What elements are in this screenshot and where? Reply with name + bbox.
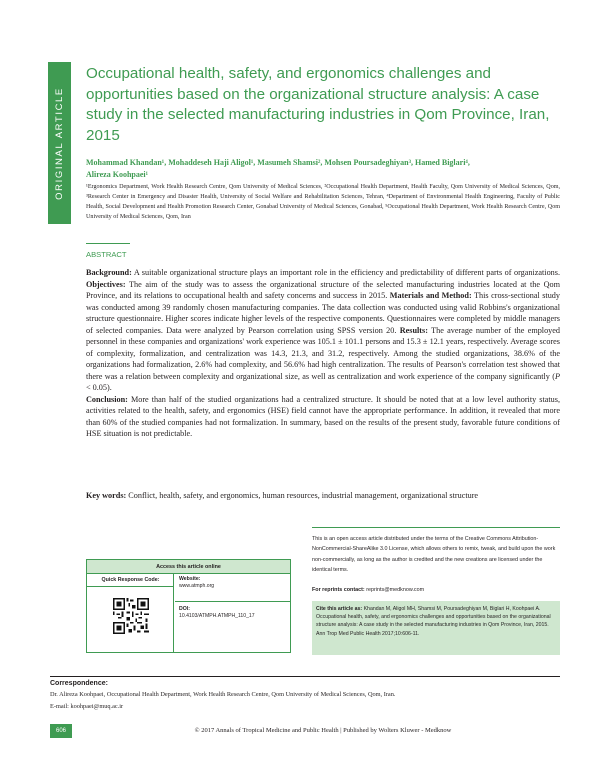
keywords (86, 490, 560, 502)
reprints-contact (312, 587, 560, 593)
reprints-label: For reprints contact: (312, 587, 365, 593)
correspondence-divider (50, 676, 560, 677)
access-box-grid (87, 574, 290, 652)
results-text-end: < 0.05). (86, 383, 112, 392)
conclusion-text: More than half of the studied organizations had a centralized structure. It should be noted that at a low level authority status, activities related to the health, safety, and ergonomics (HSE) field cannot have the appropriate performance. In addition, it revealed that more than 60% of the studied companies had not formalization. In summary, based on the results of the present study, favorable future conditions of HSE situation is not predictable. (86, 394, 560, 438)
author-list (86, 157, 560, 181)
journal-footer: © 2017 Annals of Tropical Medicine and Public Health | Published by Wolters Kluwer - Medknow (194, 727, 452, 734)
qr-code-label: Quick Response Code: (87, 574, 174, 587)
page-number: 606 (50, 724, 72, 738)
author-line: Alireza Koohpaei¹ (86, 170, 149, 179)
correspondence-email[interactable]: E-mail: koohpaei@muq.ac.ir (50, 703, 124, 710)
abstract-text (86, 267, 560, 440)
author-line: Mohammad Khandan¹, Mohaddeseh Haji Aligol¹, Masumeh Shamsi², Mohsen Poursadeghiyan³, Hamed Biglari⁴, (86, 158, 470, 167)
methods-text: This cross-sectional study was conducted among 39 randomly chosen manufacturing companies. The data collection was conducted using valid Robbins's organizational structure questionnaire. Higher scores indicate higher levels of the respective components. Questionnaires were completed by middle managers of selected companies. Data were analyzed by Pearson correlation using SPSS version 20. (86, 291, 560, 335)
cite-label: Cite this article as: (316, 606, 363, 612)
objectives-text: The aim of the study was to assess the organizational structure of the selected manufacturing industries located at the Qom Province, and its relations to occupational health and safety concerns and success in 2015. (86, 279, 560, 300)
results-text: The average number of the employed personnel in these companies and organizations' work experience was 105.1 ± 101.1 persons and 15.3 ± 12.1 years, respectively. Average scores of complexity, formalization, and centralization was 14.3, 21.3, and 31.2, respectively. Among the studied organizations, 38.6% of the organizations had formalization, 2.6% had complexity, and 56.6% had high centralization. The results of Pearson's correlation test showed that there was a relation between complexity and organizational size, as well as centralization and work experience of the company significantly ( (86, 325, 560, 381)
conclusion-label: Conclusion: (86, 394, 128, 404)
qr-code[interactable] (113, 598, 149, 634)
background-text: A suitable organizational structure plays an important role in the efficiency and predictability of different parts of organizations. (133, 268, 560, 277)
access-box-heading: Access this article online (87, 560, 290, 574)
doi-value[interactable]: 10.4103/ATMPH.ATMPH_110_17 (179, 613, 255, 619)
doi-cell (179, 606, 287, 620)
methods-label: Materials and Method: (389, 291, 472, 300)
cite-text: Khandan M, Aligol MH, Shamsi M, Poursadeghiyan M, Biglari H, Koohpaei A. Occupational health, safety, and ergonomics challenges and opportunities based on the organizational structure analysis: A case study in the selected manufacturing industries in Qom Province, Iran, 2015. Ann Trop Med Public Health 2017;10:606-11. (316, 606, 551, 637)
correspondence-heading: Correspondence: (50, 680, 108, 687)
article-title: Occupational health, safety, and ergonomics challenges and opportunities based on the organizational structure analysis: A case study in the selected manufacturing industries in Qom Province, Iran, 2015 (86, 65, 550, 144)
article-type-label: ORIGINAL ARTICLE (54, 86, 65, 200)
affiliations: ¹Ergonomics Department, Work Health Research Centre, Qom University of Medical Sciences, ²Occupational Health Department, Health Faculty, Qom University of Medical Sciences, Qom, ³Research Center in Emergency and Disaster Health, University of Social Welfare and Rehabilitation Sciences, Tehran, ⁴Department of Environmental Health Engineering, Faculty of Public Health, Social Development and Health Promotion Research Center, Gonabad University of Medical Sciences, Gonabad, ⁵Occupational Health Department, Work Health Research Centre, Qom University of Medical Sciences, Qom, Iran (86, 184, 560, 221)
access-info-column (175, 574, 290, 652)
p-value-symbol: P (554, 371, 560, 381)
results-label: Results: (399, 325, 428, 335)
cell-divider (175, 601, 290, 602)
reprints-email[interactable]: reprints@medknow.com (366, 587, 425, 593)
citation-box (312, 601, 560, 655)
doi-label: DOI: (179, 606, 190, 612)
section-divider (86, 243, 130, 244)
website-link[interactable]: www.atmph.org (179, 583, 215, 589)
abstract-heading: ABSTRACT (86, 250, 127, 259)
keywords-label: Key words: (86, 491, 127, 500)
license-notice: This is an open access article distributed under the terms of the Creative Commons Attribution-NonCommercial-ShareAlike 3.0 License, which allows others to remix, tweak, and build upon the work non-commercially, as long as the author is credited and the new creations are licensed under the identical terms. (312, 527, 560, 575)
website-cell (179, 576, 287, 590)
keywords-text: Conflict, health, safety, and ergonomics, human resources, industrial management, organizational structure (128, 491, 479, 500)
correspondence-address: Dr. Alireza Koohpaei, Occupational Health Department, Work Health Research Centre, Qom University of Medical Sciences, Qom, Iran. (50, 691, 396, 698)
website-label: Website: (179, 576, 201, 582)
access-online-box (86, 559, 291, 653)
objectives-label: Objectives: (86, 279, 126, 289)
qr-column (87, 574, 174, 652)
background-label: Background: (86, 268, 132, 277)
